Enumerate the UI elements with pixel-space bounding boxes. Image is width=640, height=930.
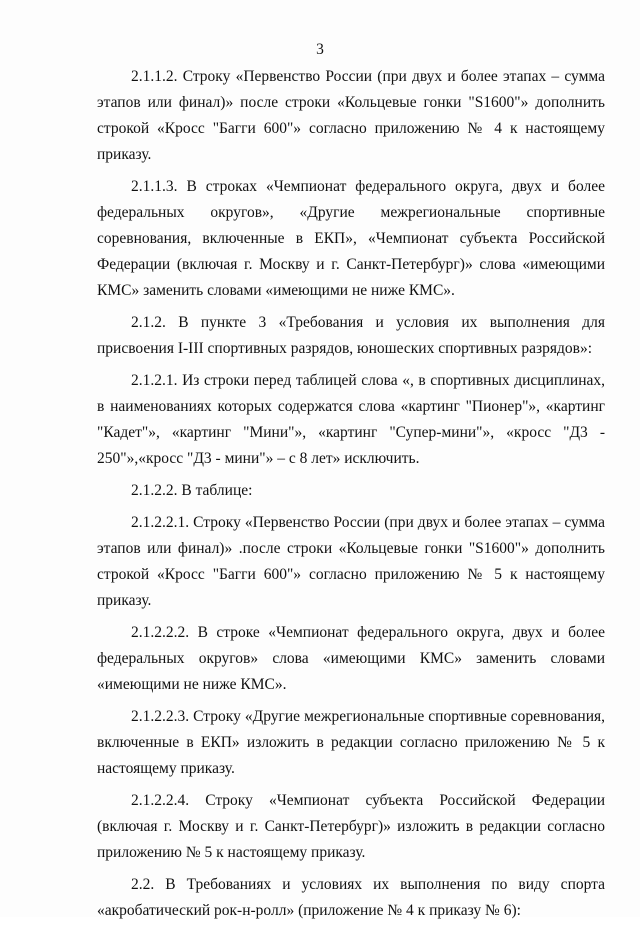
paragraph-2-1-2-2-3: 2.1.2.2.3. Строку «Другие межрегиональные спортивные соревнования, включенные в ЕКП» изложить в редакции согласно приложению № 5 к настоящему приказу. [97, 708, 605, 777]
paragraph-2-1-1-3: 2.1.1.3. В строках «Чемпионат федерального округа, двух и более федеральных округов», «Другие межрегиональные спортивные соревнования, включенные в ЕКП», «Чемпионат субъекта Российской Федерации (включая г. Москву и г. Санкт-Петербург)» слова «имеющими КМС» заменить словами «имеющими не ниже КМС». [97, 178, 605, 299]
document-body [97, 64, 605, 930]
page-number: 3 [316, 41, 324, 58]
paragraph-2-1-2-2-2: 2.1.2.2.2. В строке «Чемпионат федерального округа, двух и более федеральных округов» слова «имеющими КМС» заменить словами «имеющими не ниже КМС». [97, 624, 605, 693]
paragraph-2-1-2: 2.1.2. В пункте 3 «Требования и условия их выполнения для присвоения I-III спортивных разрядов, юношеских спортивных разрядов»: [97, 314, 605, 357]
paragraph-2-1-1-2: 2.1.1.2. Строку «Первенство России (при двух и более этапах – сумма этапов или финал)» после строки «Кольцевые гонки "S1600"» дополнить строкой «Кросс "Багги 600"» согласно приложению № 4 к настоящему приказу. [97, 68, 605, 163]
paragraph-2-1-2-2-1: 2.1.2.2.1. Строку «Первенство России (при двух и более этапах – сумма этапов или финал)» .после строки «Кольцевые гонки "S1600"» дополнить строкой «Кросс "Багги 600"» согласно приложению № 5 к настоящему приказу. [97, 514, 605, 609]
paragraph-2-1-2-1: 2.1.2.1. Из строки перед таблицей слова «, в спортивных дисциплинах, в наименованиях которых содержатся слова «картинг "Пионер"», «картинг "Кадет"», «картинг "Мини"», «картинг "Супер-мини"», «кросс "Д3 - 250"»,«кросс "Д3 - мини"» – с 8 лет» исключить. [97, 372, 605, 467]
paragraph-2-1-2-2-4: 2.1.2.2.4. Строку «Чемпионат субъекта Российской Федерации (включая г. Москву и г. Санкт-Петербург)» изложить в редакции согласно приложению № 5 к настоящему приказу. [97, 792, 605, 861]
paragraph-2-1-2-2: 2.1.2.2. В таблице: [131, 482, 253, 499]
paragraph-2-2: 2.2. В Требованиях и условиях их выполнения по виду спорта «акробатический рок-н-ролл» (приложение № 4 к приказу № 6): [97, 876, 605, 919]
